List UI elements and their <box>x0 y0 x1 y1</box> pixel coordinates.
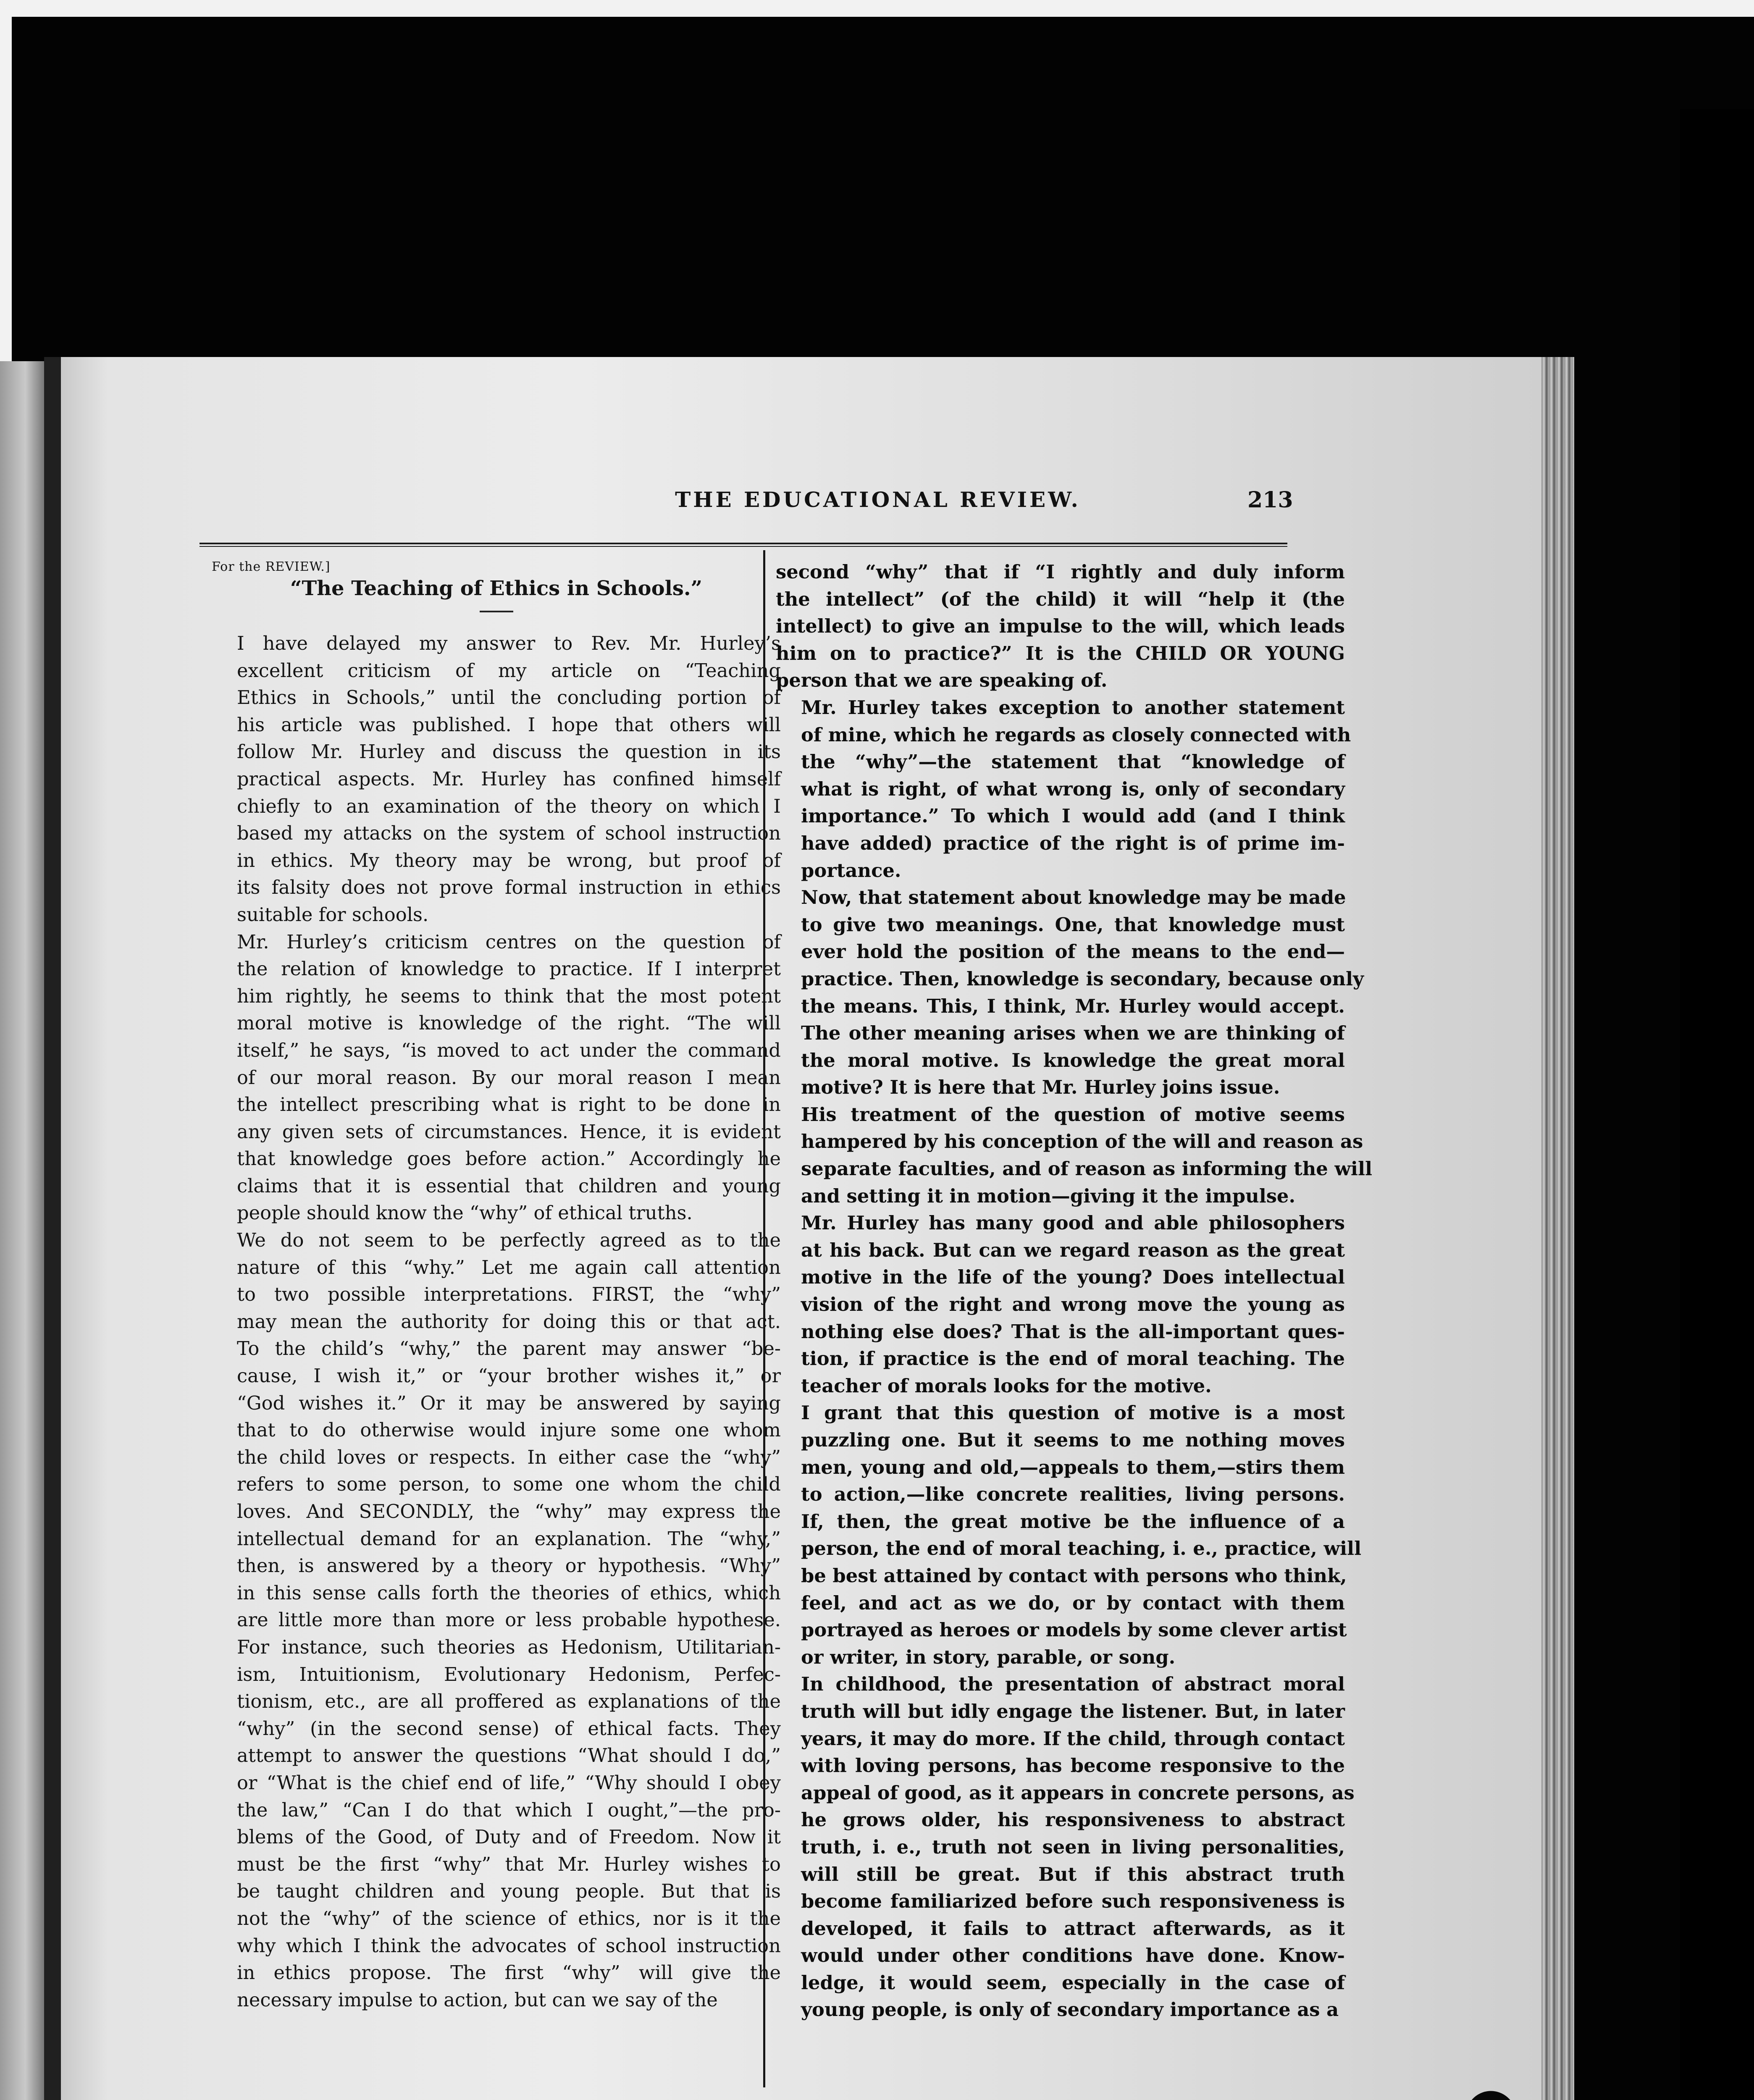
article-title: “The Teaching of Ethics in Schools.” <box>290 577 703 600</box>
text-line: to action,—like concrete realities, living persons. <box>801 1483 1345 1506</box>
text-line: men, young and old,—appeals to them,—stirs them <box>801 1456 1345 1478</box>
text-line: of our moral reason. By our moral reason I mean <box>237 1066 781 1089</box>
text-line: necessary impulse to action, but can we say of the <box>237 1988 718 2011</box>
text-line: practice. Then, knowledge is secondary, because only <box>801 967 1364 990</box>
right-column <box>776 559 1372 2024</box>
text-line: nothing else does? That is the all-important ques- <box>801 1320 1345 1343</box>
text-line: at his back. But can we regard reason as the great <box>801 1239 1345 1261</box>
text-line: that to do otherwise would injure some one whom <box>237 1419 781 1441</box>
text-line: become familiarized before such responsiveness is <box>801 1890 1345 1913</box>
paragraph <box>776 1671 1355 2024</box>
running-head: THE EDUCATIONAL REVIEW. <box>675 487 1081 512</box>
text-line: to give two meanings. One, that knowledge must <box>801 913 1345 936</box>
text-line: have added) practice of the right is of prime im- <box>801 832 1345 854</box>
right-column-body <box>776 559 1372 2024</box>
text-line: will still be great. But if this abstract truth <box>801 1863 1345 1885</box>
text-line: If, then, the great motive be the influence of a <box>801 1510 1345 1533</box>
text-line: tionism, etc., are all proffered as explanations of the <box>237 1690 781 1713</box>
text-line: ledge, it would seem, especially in the case of <box>801 1971 1345 1994</box>
text-line: developed, it fails to attract afterwards, as it <box>801 1917 1345 1940</box>
text-line: his article was published. I hope that others will <box>237 713 781 736</box>
text-line: of mine, which he regards as closely connected with <box>801 723 1351 746</box>
text-line: young people, is only of secondary importance as a <box>801 1998 1339 2021</box>
text-line: intellect) to give an impulse to the will, which leads <box>776 615 1345 638</box>
text-line: claims that it is essential that children and young <box>237 1174 781 1197</box>
text-line: loves. And SECONDLY, the “why” may express the <box>237 1500 781 1522</box>
text-line: not the “why” of the science of ethics, nor is it the <box>237 1907 781 1929</box>
text-line: him rightly, he seems to think that the most potent <box>237 984 781 1007</box>
text-line: nature of this “why.” Let me again call attention <box>237 1256 781 1278</box>
scan-top-margin <box>0 0 1754 17</box>
text-line: motive in the life of the young? Does intellectual <box>801 1266 1345 1289</box>
text-line: in ethics propose. The first “why” will give the <box>237 1961 781 1984</box>
text-line: His treatment of the question of motive seems <box>801 1103 1345 1126</box>
text-line: We do not seem to be perfectly agreed as to the <box>237 1229 781 1252</box>
text-line: with loving persons, has become responsive to the <box>801 1754 1345 1777</box>
text-line: moral motive is knowledge of the right. “The will <box>237 1012 781 1034</box>
text-line: or “What is the chief end of life,” “Why should I obey <box>237 1771 781 1794</box>
paragraph <box>776 1210 1345 1399</box>
text-line: years, it may do more. If the child, through contact <box>801 1727 1345 1750</box>
text-line: blems of the Good, of Duty and of Freedom. Now it <box>237 1826 781 1848</box>
text-line: its falsity does not prove formal instruction in ethics <box>237 876 781 899</box>
text-line: motive? It is here that Mr. Hurley joins issue. <box>801 1076 1280 1099</box>
text-line: For instance, such theories as Hedonism, Utilitarian- <box>237 1635 781 1658</box>
text-line: tion, if practice is the end of moral teaching. The <box>801 1347 1345 1370</box>
page-header <box>569 487 1293 525</box>
text-line: the child loves or respects. In either case the “why” <box>237 1446 781 1468</box>
text-line: what is right, of what wrong is, only of secondary <box>801 777 1345 800</box>
page-number: 213 <box>1247 487 1293 513</box>
page-right-shadow <box>1680 109 1754 2100</box>
text-line: follow Mr. Hurley and discuss the question in its <box>237 740 781 763</box>
text-line: teacher of morals looks for the motive. <box>801 1374 1212 1397</box>
text-line: feel, and act as we do, or by contact with them <box>801 1591 1345 1614</box>
text-line: people should know the “why” of ethical truths. <box>237 1202 693 1224</box>
text-line: ever hold the position of the means to the end— <box>801 940 1345 963</box>
text-line: person, the end of moral teaching, i. e., practice, will <box>801 1537 1362 1560</box>
text-line: “God wishes it.” Or it may be answered by saying <box>237 1391 781 1414</box>
book-spine <box>44 357 61 2100</box>
paragraph <box>776 694 1351 884</box>
text-line: truth will but idly engage the listener. But, in later <box>801 1700 1345 1722</box>
text-line: puzzling one. But it seems to me nothing moves <box>801 1429 1345 1451</box>
text-line: are little more than more or less probable hypothese. <box>237 1609 781 1631</box>
paragraph <box>212 929 781 1227</box>
text-line: Mr. Hurley takes exception to another statement <box>801 696 1345 719</box>
text-line: be taught children and young people. But that is <box>237 1880 781 1903</box>
text-line: refers to some person, to some one whom the child <box>237 1473 781 1496</box>
text-line: Mr. Hurley’s criticism centres on the question of <box>237 930 781 953</box>
text-line: intellectual demand for an explanation. The “why,” <box>237 1527 781 1550</box>
text-line: the moral motive. Is knowledge the great moral <box>801 1049 1345 1071</box>
text-line: “why” (in the second sense) of ethical facts. They <box>237 1717 781 1740</box>
text-line: the “why”—the statement that “knowledge of <box>801 751 1345 773</box>
text-line: to two possible interpretations. FIRST, the “why” <box>237 1283 781 1306</box>
text-line: him on to practice?” It is the CHILD OR YOUNG <box>776 642 1345 664</box>
text-line: suitable for schools. <box>237 903 429 926</box>
text-line: the intellect” (of the child) it will “help it (the <box>776 588 1345 610</box>
text-line: must be the first “why” that Mr. Hurley wishes to <box>237 1853 781 1875</box>
text-line: attempt to answer the questions “What should I do,” <box>237 1744 781 1767</box>
text-line: any given sets of circumstances. Hence, it is evident <box>237 1120 781 1143</box>
text-line: second “why” that if “I rightly and duly inform <box>776 561 1345 583</box>
byline-label: For the REVIEW.] <box>212 559 331 574</box>
text-line: or writer, in story, parable, or song. <box>801 1646 1176 1668</box>
text-line: would under other conditions have done. Know- <box>801 1944 1345 1967</box>
text-line: truth, i. e., truth not seen in living personalities, <box>801 1835 1345 1858</box>
text-line: itself,” he says, “is moved to act under the command <box>237 1039 781 1061</box>
text-line: hampered by his conception of the will and reason as <box>801 1130 1363 1153</box>
text-line: why which I think the advocates of school instruction <box>237 1934 781 1957</box>
text-line: separate faculties, and of reason as informing the will <box>801 1158 1372 1180</box>
text-line: vision of the right and wrong move the young as <box>801 1293 1345 1316</box>
text-line: and setting it in motion—giving it the impulse. <box>801 1184 1296 1207</box>
text-line: portance. <box>801 859 901 882</box>
text-line: may mean the authority for doing this or that act. <box>237 1310 781 1333</box>
text-line: I grant that this question of motive is a most <box>801 1402 1345 1424</box>
text-line: in ethics. My theory may be wrong, but proof of <box>237 849 781 872</box>
text-line: The other meaning arises when we are thinking of <box>801 1022 1345 1045</box>
text-line: Ethics in Schools,” until the concluding portion of <box>237 686 781 709</box>
paragraph <box>776 1101 1372 1210</box>
text-line: the law,” “Can I do that which I ought,”—the pro- <box>237 1798 781 1821</box>
text-line: the means. This, I think, Mr. Hurley would accept. <box>801 995 1345 1017</box>
left-column <box>212 559 781 2013</box>
text-line: portrayed as heroes or models by some clever artist <box>801 1619 1347 1641</box>
text-line: Now, that statement about knowledge may be made <box>801 886 1346 909</box>
text-line: excellent criticism of my article on “Teaching <box>237 659 781 682</box>
text-line: To the child’s “why,” the parent may answer “be- <box>237 1337 781 1360</box>
text-line: importance.” To which I would add (and I think <box>801 805 1345 827</box>
text-line: in this sense calls forth the theories of ethics, which <box>237 1581 781 1604</box>
text-line: appeal of good, as it appears in concrete persons, as <box>801 1781 1355 1804</box>
text-line: based my attacks on the system of school instruction <box>237 822 781 845</box>
text-line: chiefly to an examination of the theory on which I <box>237 795 781 817</box>
paragraph <box>212 630 781 929</box>
text-line: In childhood, the presentation of abstract moral <box>801 1673 1345 1696</box>
text-line: ism, Intuitionism, Evolutionary Hedonism, Perfec- <box>237 1663 781 1685</box>
text-line: I have delayed my answer to Rev. Mr. Hurley’s <box>237 632 781 654</box>
text-line: he grows older, his responsiveness to abstract <box>801 1809 1345 1831</box>
text-line: practical aspects. Mr. Hurley has confined himself <box>237 767 781 790</box>
page-stack-edge <box>1541 357 1574 2100</box>
text-line: that knowledge goes before action.” Accordingly he <box>237 1147 781 1170</box>
header-double-rule <box>200 543 1287 547</box>
paragraph <box>776 559 1345 694</box>
left-column-body <box>212 630 781 2013</box>
paragraph <box>776 1399 1362 1671</box>
text-line: Mr. Hurley has many good and able philosophers <box>801 1212 1345 1234</box>
paragraph <box>212 1227 781 2013</box>
previous-page-edge <box>0 361 46 2100</box>
text-line: the intellect prescribing what is right to be done in <box>237 1093 781 1116</box>
text-line: cause, I wish it,” or “your brother wishes it,” or <box>237 1365 781 1387</box>
text-line: person that we are speaking of. <box>776 669 1108 692</box>
text-line: the relation of knowledge to practice. If I interpret <box>237 958 781 980</box>
text-line: then, is answered by a theory or hypothesis. “Why” <box>237 1554 781 1577</box>
paragraph <box>776 884 1364 1101</box>
title-rule <box>480 611 513 612</box>
text-line: be best attained by contact with persons who think, <box>801 1564 1347 1587</box>
